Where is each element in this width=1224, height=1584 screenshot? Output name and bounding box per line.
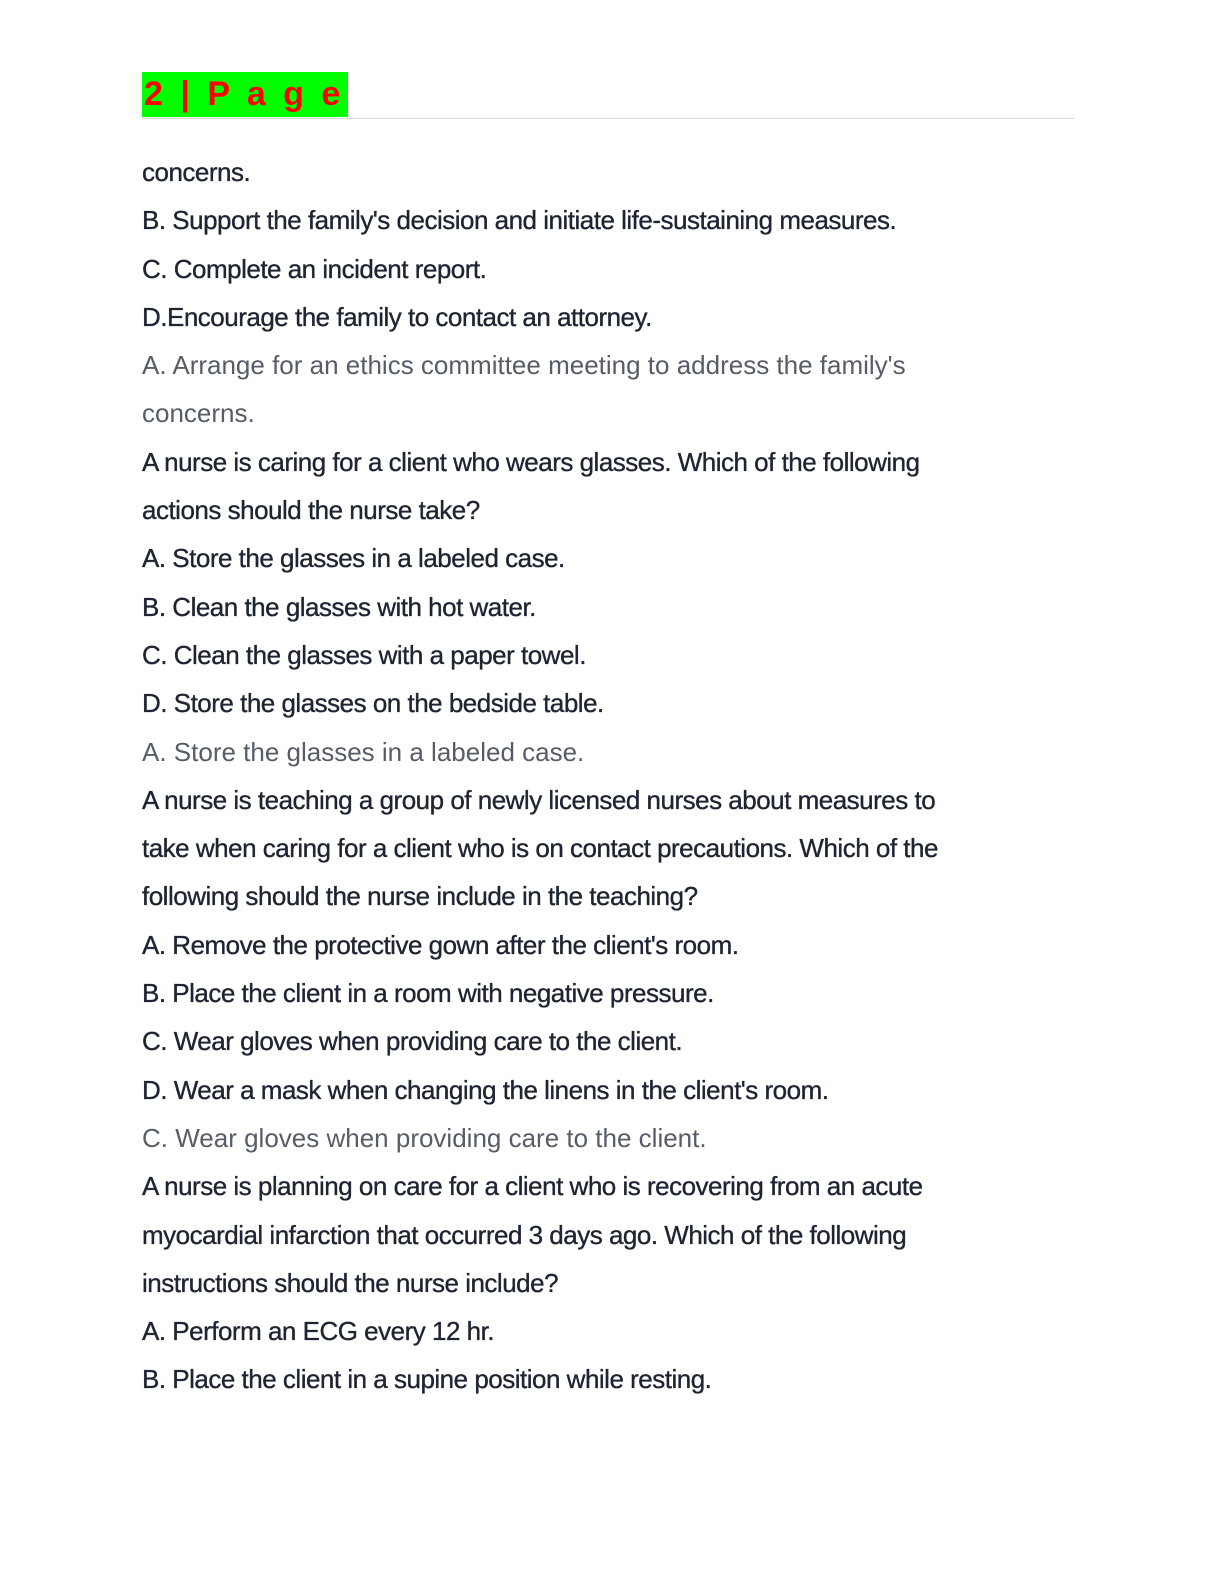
option-line: A. Store the glasses in a labeled case. [142,543,565,574]
option-line: B. Clean the glasses with hot water. [142,591,536,622]
answer-line: concerns. [142,398,255,429]
option-line: D. Wear a mask when changing the linens in the client's room. [142,1074,829,1105]
option-line: D.Encourage the family to contact an attorney. [142,301,652,332]
answer-line: A. Store the glasses in a labeled case. [142,736,585,767]
page-number-label: 2 | P a g e [142,72,348,117]
option-line: D. Store the glasses on the bedside table. [142,688,604,719]
option-line: C. Complete an incident report. [142,253,487,284]
answer-line: A. Arrange for an ethics committee meeting to address the family's [142,350,906,381]
question-line: A nurse is teaching a group of newly licensed nurses about measures to [142,784,936,815]
option-line: C. Clean the glasses with a paper towel. [142,639,586,670]
text-line: concerns. [142,157,251,187]
question-line: following should the nurse include in the teaching? [142,881,698,912]
option-line: A. Remove the protective gown after the client's room. [142,929,739,960]
question-line: A nurse is caring for a client who wears glasses. Which of the following [142,446,920,477]
question-line: myocardial infarction that occurred 3 days ago. Which of the following [142,1219,907,1250]
option-line: B. Place the client in a room with negative pressure. [142,978,714,1009]
option-line: A. Perform an ECG every 12 hr. [142,1316,495,1347]
question-line: actions should the nurse take? [142,495,480,526]
question-line: take when caring for a client who is on contact precautions. Which of the [142,833,938,864]
document-body [142,148,1082,1404]
option-line: B. Support the family's decision and initiate life-sustaining measures. [142,205,897,236]
question-line: instructions should the nurse include? [142,1267,559,1298]
option-line: C. Wear gloves when providing care to the client. [142,1026,683,1057]
option-line: B. Place the client in a supine position while resting. [142,1364,712,1395]
question-line: A nurse is planning on care for a client who is recovering from an acute [142,1171,923,1202]
page-header [142,70,1074,119]
answer-line: C. Wear gloves when providing care to the client. [142,1122,707,1153]
